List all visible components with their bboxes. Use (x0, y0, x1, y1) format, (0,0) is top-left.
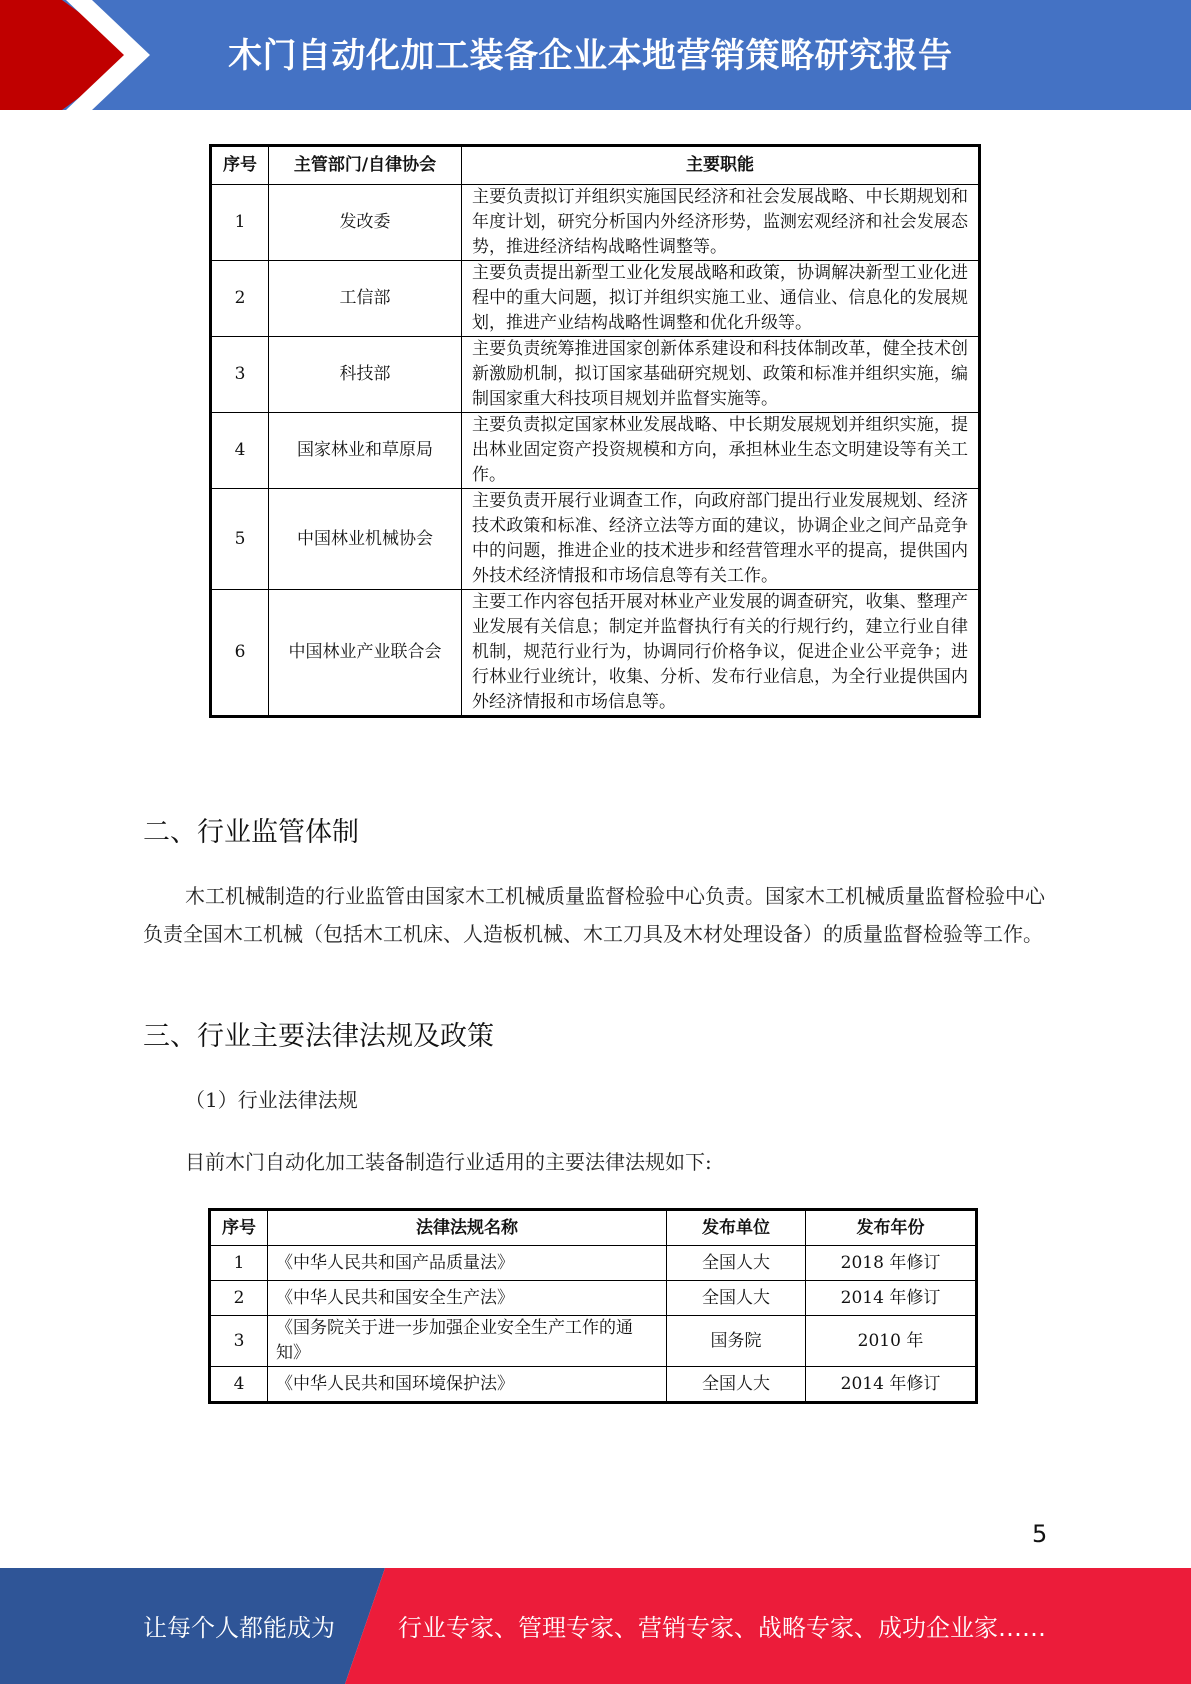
row-func: 主要负责拟定国家林业发展战略、中长期发展规划并组织实施，提出林业固定资产投资规模和方向，承担林业生态文明建设等有关工作。 (462, 413, 980, 489)
row-org: 全国人大 (667, 1367, 806, 1403)
row-year: 2010 年 (806, 1316, 977, 1367)
row-dept: 中国林业机械协会 (269, 489, 462, 590)
row-law-name: 《中华人民共和国产品质量法》 (268, 1246, 667, 1281)
footer-banner (0, 1568, 1191, 1684)
section-heading-regulation: 二、行业监管体制 (143, 817, 359, 848)
table-row (210, 1316, 977, 1367)
row-num: 2 (211, 261, 269, 337)
row-dept: 工信部 (269, 261, 462, 337)
row-num: 1 (211, 185, 269, 261)
table-header-row (211, 146, 980, 185)
row-num: 2 (210, 1281, 268, 1316)
row-num: 1 (210, 1246, 268, 1281)
row-num: 6 (211, 590, 269, 717)
row-org: 全国人大 (667, 1246, 806, 1281)
row-org: 国务院 (667, 1316, 806, 1367)
laws-intro: 目前木门自动化加工装备制造行业适用的主要法律法规如下: (185, 1150, 712, 1174)
row-func: 主要负责拟订并组织实施国民经济和社会发展战略、中长期规划和年度计划，研究分析国内外经济形势，监测宏观经济和社会发展态势，推进经济结构战略性调整等。 (462, 185, 980, 261)
col-header-org: 发布单位 (667, 1210, 806, 1246)
header-banner (0, 0, 1191, 110)
footer-slogan-left: 让每个人都能成为 (143, 1614, 335, 1642)
row-year: 2014 年修订 (806, 1367, 977, 1403)
table-row (211, 590, 980, 717)
table-header-row (210, 1210, 977, 1246)
row-law-name: 《中华人民共和国安全生产法》 (268, 1281, 667, 1316)
row-num: 4 (211, 413, 269, 489)
col-header-num: 序号 (210, 1210, 268, 1246)
row-func: 主要负责开展行业调查工作，向政府部门提出行业发展规划、经济技术政策和标准、经济立法等方面的建议，协调企业之间产品竞争中的问题，推进企业的技术进步和经营管理水平的提高，提供国内外技术经济情报和市场信息等有关工作。 (462, 489, 980, 590)
laws-table (208, 1208, 978, 1404)
row-dept: 中国林业产业联合会 (269, 590, 462, 717)
report-title: 木门自动化加工装备企业本地营销策略研究报告 (228, 36, 953, 76)
table-row (211, 489, 980, 590)
table-row (211, 185, 980, 261)
row-func: 主要工作内容包括开展对林业产业发展的调查研究，收集、整理产业发展有关信息；制定并监督执行有关的行规行约，建立行业自律机制，规范行业行为，协调同行价格争议，促进企业公平竞争；进行林业行业统计，收集、分析、发布行业信息，为全行业提供国内外经济情报和市场信息等。 (462, 590, 980, 717)
table-row (211, 413, 980, 489)
subsection-heading: （1）行业法律法规 (185, 1088, 358, 1112)
row-num: 3 (211, 337, 269, 413)
section-paragraph-regulation: 木工机械制造的行业监管由国家木工机械质量监督检验中心负责。国家木工机械质量监督检验中心负责全国木工机械（包括木工机床、人造板机械、木工刀具及木材处理设备）的质量监督检验等工作。 (143, 884, 1045, 946)
department-table (209, 144, 981, 718)
table-row (211, 261, 980, 337)
row-func: 主要负责统筹推进国家创新体系建设和科技体制改革，健全技术创新激励机制，拟订国家基础研究规划、政策和标准并组织实施，编制国家重大科技项目规划并监督实施等。 (462, 337, 980, 413)
section-heading-laws: 三、行业主要法律法规及政策 (143, 1021, 494, 1052)
row-func: 主要负责提出新型工业化发展战略和政策，协调解决新型工业化进程中的重大问题，拟订并组织实施工业、通信业、信息化的发展规划，推进产业结构战略性调整和优化升级等。 (462, 261, 980, 337)
row-dept: 科技部 (269, 337, 462, 413)
row-num: 3 (210, 1316, 268, 1367)
row-dept: 国家林业和草原局 (269, 413, 462, 489)
table-row (210, 1367, 977, 1403)
row-num: 4 (210, 1367, 268, 1403)
table-row (211, 337, 980, 413)
col-header-func: 主要职能 (462, 146, 980, 185)
footer-slogan-right: 行业专家、管理专家、营销专家、战略专家、成功企业家…… (398, 1614, 1046, 1642)
table-row (210, 1281, 977, 1316)
row-org: 全国人大 (667, 1281, 806, 1316)
row-year: 2018 年修订 (806, 1246, 977, 1281)
col-header-dept: 主管部门/自律协会 (269, 146, 462, 185)
col-header-year: 发布年份 (806, 1210, 977, 1246)
row-dept: 发改委 (269, 185, 462, 261)
table-row (210, 1246, 977, 1281)
row-num: 5 (211, 489, 269, 590)
row-law-name: 《国务院关于进一步加强企业安全生产工作的通知》 (268, 1316, 667, 1367)
col-header-name: 法律法规名称 (268, 1210, 667, 1246)
page-number: 5 (1032, 1520, 1048, 1548)
row-year: 2014 年修订 (806, 1281, 977, 1316)
col-header-num: 序号 (211, 146, 269, 185)
row-law-name: 《中华人民共和国环境保护法》 (268, 1367, 667, 1403)
